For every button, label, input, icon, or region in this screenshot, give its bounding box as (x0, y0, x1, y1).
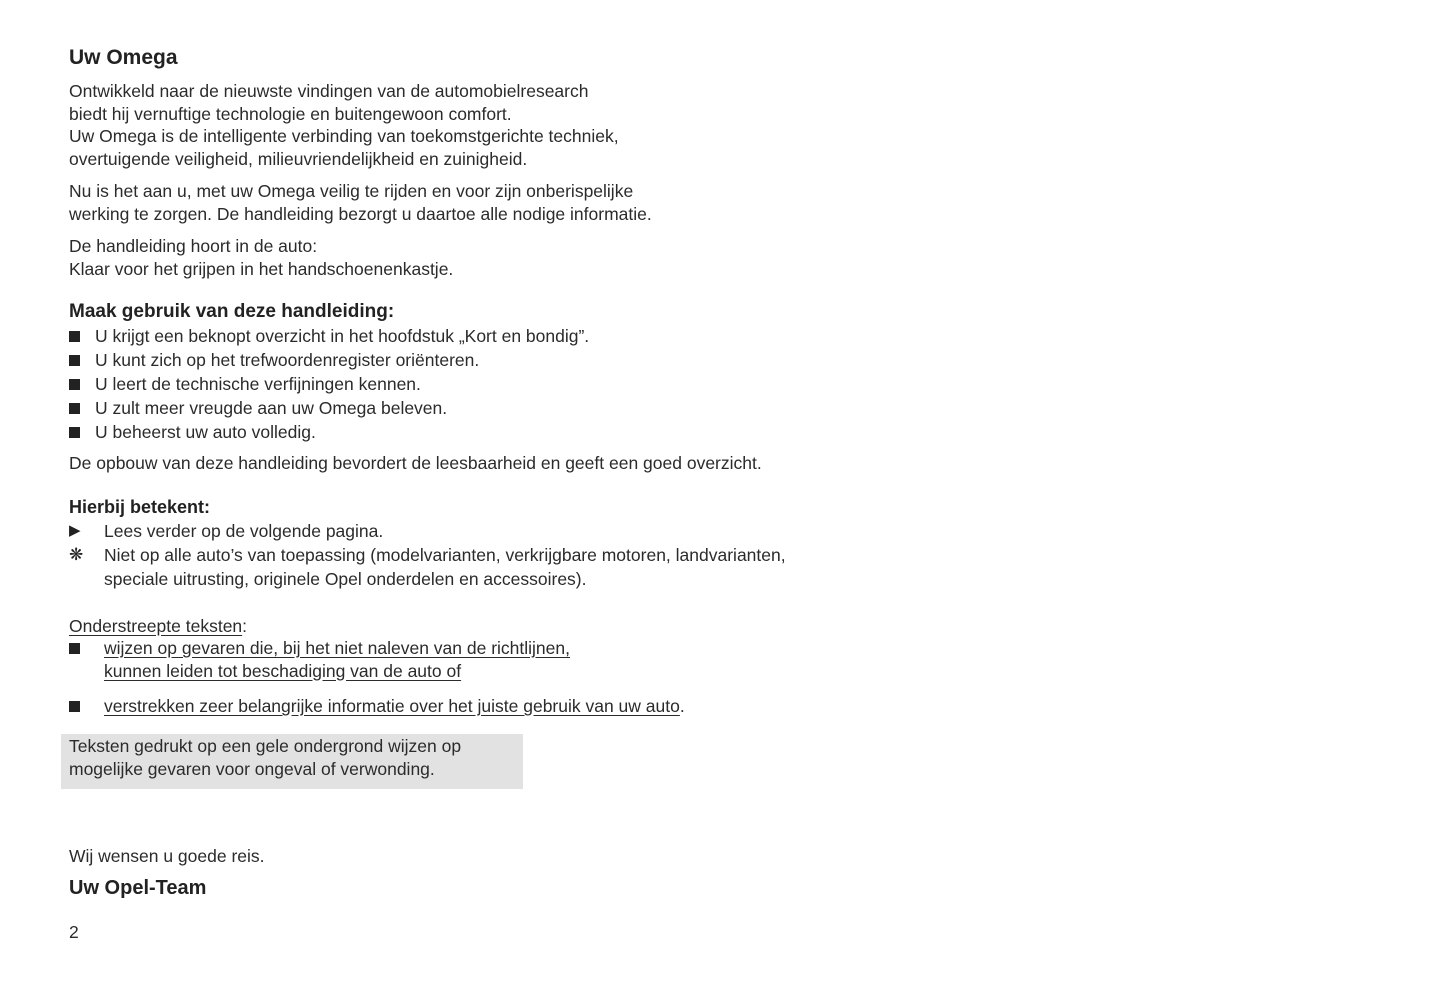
square-bullet-icon (69, 643, 80, 654)
text-line: overtuigende veiligheid, milieuvriendelijkheid en zuinigheid. (69, 148, 528, 169)
manual-page (69, 44, 929, 718)
text-line: Teksten gedrukt op een gele ondergrond wijzen op (69, 736, 462, 756)
list-item: U krijgt een beknopt overzicht in het hoofdstuk „Kort en bondig”. (69, 324, 929, 348)
square-bullet-icon (69, 331, 80, 342)
square-bullet-icon (69, 355, 80, 366)
section-heading-usage: Maak gebruik van deze handleiding: (69, 301, 395, 322)
list-item: verstrekken zeer belangrijke informatie over het juiste gebruik van uw auto. (69, 694, 929, 718)
intro-paragraph-2 (69, 180, 929, 225)
legend-item: ▶ Lees verder op de volgende pagina. (69, 520, 384, 541)
closing-text: Wij wensen u goede reis. (69, 846, 265, 866)
page-number: 2 (69, 922, 79, 942)
text-line: biedt hij vernuftige technologie en buitengewoon comfort. (69, 103, 512, 124)
text-line: Klaar voor het grijpen in het handschoenenkastje. (69, 258, 454, 279)
underlined-list (69, 637, 929, 718)
square-bullet-icon (69, 403, 80, 414)
list-item: U zult meer vreugde aan uw Omega beleven. (69, 396, 929, 420)
legend-list (69, 519, 929, 591)
legend-item: ❋ Niet op alle auto’s van toepassing (modelvarianten, verkrijgbare motoren, landvarianten, speciale uitrusting, originele Opel onderdelen en accessoires). (69, 544, 786, 589)
intro-paragraph-3 (69, 235, 929, 280)
square-bullet-icon (69, 427, 80, 438)
list-item: wijzen op gevaren die, bij het niet naleven van de richtlijnen, kunnen leiden tot beschadiging van de auto of (69, 637, 929, 682)
text-line: mogelijke gevaren voor ongeval of verwonding. (69, 758, 435, 779)
text-line: Ontwikkeld naar de nieuwste vindingen van de automobielresearch (69, 81, 589, 101)
square-bullet-icon (69, 701, 80, 712)
list-item: U leert de technische verfijningen kennen. (69, 372, 929, 396)
warning-highlight-box (61, 734, 523, 789)
text-line: De handleiding hoort in de auto: (69, 236, 318, 256)
section-heading-legend: Hierbij betekent: (69, 496, 211, 517)
text-line: Nu is het aan u, met uw Omega veilig te rijden en voor zijn onberispelijke (69, 181, 634, 201)
arrow-right-icon: ▶ (69, 521, 81, 539)
list-item: U beheerst uw auto volledig. (69, 420, 929, 444)
list-item: U kunt zich op het trefwoordenregister oriënteren. (69, 348, 929, 372)
page-title: Uw Omega (69, 46, 178, 69)
asterisk-icon: ❋ (69, 544, 84, 564)
square-bullet-icon (69, 379, 80, 390)
structure-note: De opbouw van deze handleiding bevordert de leesbaarheid en geeft een goed overzicht. (69, 453, 762, 473)
intro-paragraph-1 (69, 80, 929, 170)
signature: Uw Opel-Team (69, 877, 207, 899)
text-line: werking te zorgen. De handleiding bezorgt u daartoe alle nodige informatie. (69, 203, 652, 224)
usage-list (69, 324, 929, 444)
text-line: Uw Omega is de intelligente verbinding van toekomstgerichte techniek, (69, 126, 619, 146)
underlined-heading: Onderstreepte teksten: (69, 615, 248, 636)
